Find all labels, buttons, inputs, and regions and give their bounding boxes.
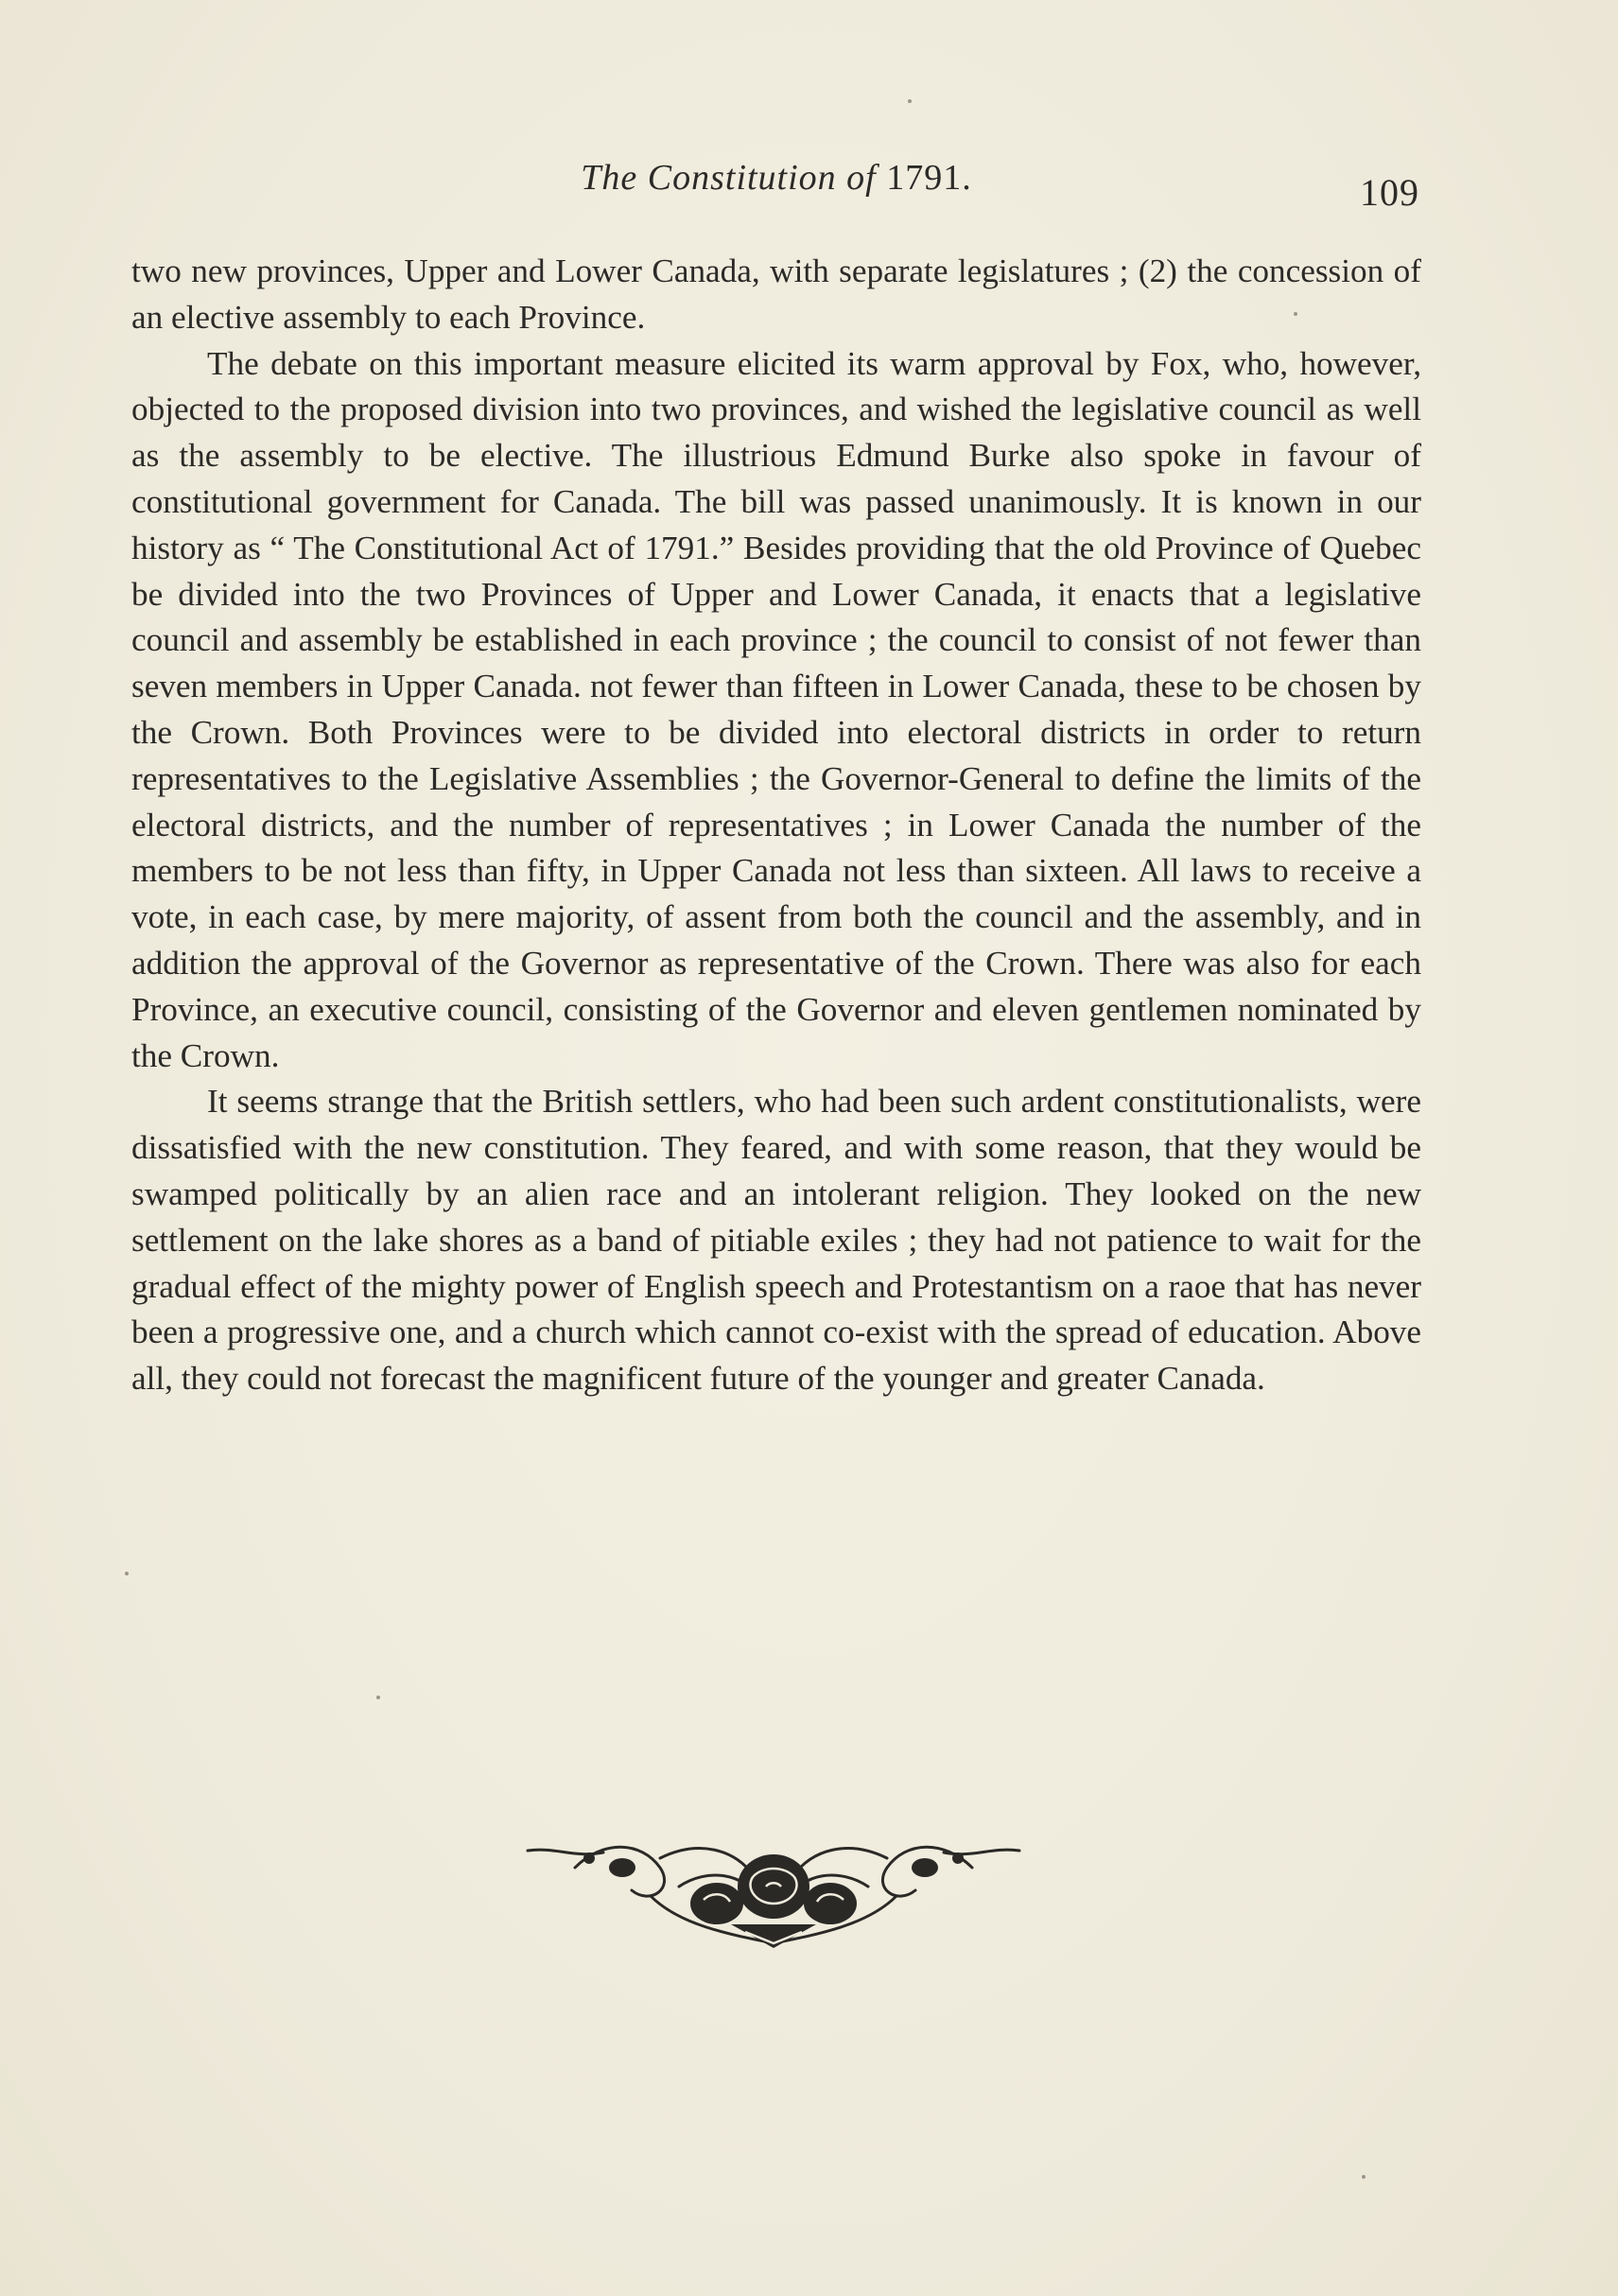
body-text	[131, 249, 1421, 1402]
paragraph-settlers: It seems strange that the British settlers, who had been such ardent constitutionalists, were dissatisfied with the new constitution. They feared, and with some reason, that they would be swamped politically by an alien race and an intolerant religion. They looked on the new settlement on the lake shores as a band of pitiable exiles ; they had not patience to wait for the gradual effect of the mighty power of English speech and Protestantism on a raoe that has never been a progressive one, and a church which cannot co-exist with the spread of education. Above all, they could not forecast the magnificent future of the younger and greater Canada.	[131, 1083, 1421, 1398]
page-number: 109	[1360, 171, 1419, 214]
paper-speck	[1362, 2175, 1366, 2179]
running-head	[133, 157, 1419, 214]
running-head-title	[133, 157, 1419, 199]
paper-speck	[908, 99, 912, 103]
running-head-title-year: 1791.	[886, 158, 972, 198]
paragraph-debate: The debate on this important measure elicited its warm approval by Fox, who, however, objected to the proposed division into two provinces, and wished the legislative council as well as the assembly to be elective. The illustrious Edmund Burke also spoke in favour of constitutional government for Canada. The bill was passed unanimously. It is known in our history as “ The Constitutional Act of 1791.” Besides providing that the old Province of Quebec be divided into the two Provinces of Upper and Lower Canada, it enacts that a legislative council and assembly be established in each province ; the council to consist of not fewer than seven members in Upper Canada. not fewer than fifteen in Lower Canada, these to be chosen by the Crown. Both Provinces were to be divided into electoral districts in order to return representatives to the Legislative Assemblies ; the Governor-General to define the limits of the electoral districts, and the number of representatives ; in Lower Canada the number of the members to be not less than fifty, in Upper Canada not less than sixteen. All laws to receive a vote, in each case, by mere majority, of assent from both the council and the assembly, and in addition the approval of the Governor as representative of the Crown. There was also for each Province, an executive council, consisting of the Governor and eleven gentlemen nominated by the Crown.	[131, 344, 1421, 1074]
paragraph-continued: two new provinces, Upper and Lower Canada, with separate legislatures ; (2) the concession of an elective assembly to each Province.	[131, 252, 1421, 336]
paper-speck	[376, 1696, 380, 1699]
running-head-title-italic: The Constitution of	[581, 158, 877, 198]
paper-speck	[1294, 312, 1297, 316]
tailpiece-ornament	[518, 1830, 1029, 1953]
paper-speck	[125, 1572, 129, 1575]
